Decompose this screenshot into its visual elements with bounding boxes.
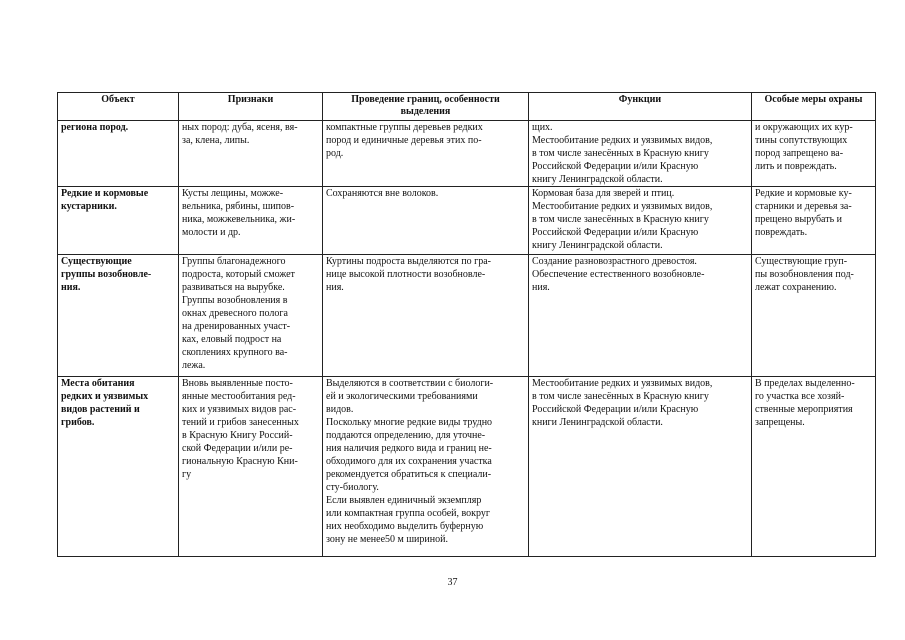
- header-protection: Особые меры охраны: [752, 93, 876, 121]
- table-row: [58, 255, 876, 377]
- cell-functions: Кормовая база для зверей и птиц. Местообитание редких и уязвимых видов, в том числе занесённых в Красную книгу Российской Федерации и/или Красную книгу Ленинградской области.: [529, 187, 752, 255]
- cell-protection: Существующие груп- пы возобновления под- лежат сохранению.: [752, 255, 876, 377]
- table-row: [58, 377, 876, 557]
- table-row: [58, 121, 876, 187]
- cell-functions: Создание разновозрастного древостоя. Обеспечение естественного возобновле- ния.: [529, 255, 752, 377]
- cell-boundaries: Сохраняются вне волоков.: [323, 187, 529, 255]
- cell-signs: ных пород: дуба, ясеня, вя- за, клена, липы.: [179, 121, 323, 187]
- cell-protection: и окружающих их кур- тины сопутствующих пород запрещено ва- лить и повреждать.: [752, 121, 876, 187]
- header-object: Объект: [58, 93, 179, 121]
- page-number: 37: [447, 577, 458, 588]
- cell-boundaries: Куртины подроста выделяются по гра- нице высокой плотности возобновле- ния.: [323, 255, 529, 377]
- table-header-row: [58, 93, 876, 121]
- cell-boundaries: компактные группы деревьев редких пород и единичные деревья этих по- род.: [323, 121, 529, 187]
- cell-object: Существующие группы возобновле- ния.: [58, 255, 179, 377]
- cell-object: региона пород.: [58, 121, 179, 187]
- cell-functions: щих. Местообитание редких и уязвимых видов, в том числе занесённых в Красную книгу Российской Федерации и/или Красную книгу Ленинградской области.: [529, 121, 752, 187]
- header-boundaries: Проведение границ, особенности выделения: [323, 93, 529, 121]
- table-row: [58, 187, 876, 255]
- protection-measures-table: [57, 92, 876, 557]
- header-signs: Признаки: [179, 93, 323, 121]
- cell-object: Места обитания редких и уязвимых видов растений и грибов.: [58, 377, 179, 557]
- cell-signs: Вновь выявленные посто- янные местообитания ред- ких и уязвимых видов рас- тений и грибов занесенных в Красную Книгу Россий- ской Федерации и/или ре- гиональную Красную Кни- гу: [179, 377, 323, 557]
- cell-signs: Кусты лещины, можже- вельника, рябины, шипов- ника, можжевельника, жи- молости и др.: [179, 187, 323, 255]
- cell-protection: В пределах выделенно- го участка все хозяй- ственные мероприятия запрещены.: [752, 377, 876, 557]
- cell-signs: Группы благонадежного подроста, который сможет развиваться на вырубке. Группы возобновления в окнах древесного полога на дренированных участ- ках, еловый подрост на скоплениях крупного ва- лежа.: [179, 255, 323, 377]
- cell-protection: Редкие и кормовые ку- старники и деревья за- прещено вырубать и повреждать.: [752, 187, 876, 255]
- cell-boundaries: Выделяются в соответствии с биологи- ей и экологическими требованиями видов. Поскольку многие редкие виды трудно поддаются определению, для уточне- ния наличия редкого вида и границ не- обходимого для их сохранения участка рекомендуется обратиться к специали- сту-биологу. Если выявлен единичный экземпляр или компактная группа особей, вокруг них необходимо выделить буферную зону не менее50 м шириной.: [323, 377, 529, 557]
- cell-functions: Местообитание редких и уязвимых видов, в том числе занесённых в Красную книгу Российской Федерации и/или Красную книги Ленинградской области.: [529, 377, 752, 557]
- cell-object: Редкие и кормовые кустарники.: [58, 187, 179, 255]
- header-functions: Функции: [529, 93, 752, 121]
